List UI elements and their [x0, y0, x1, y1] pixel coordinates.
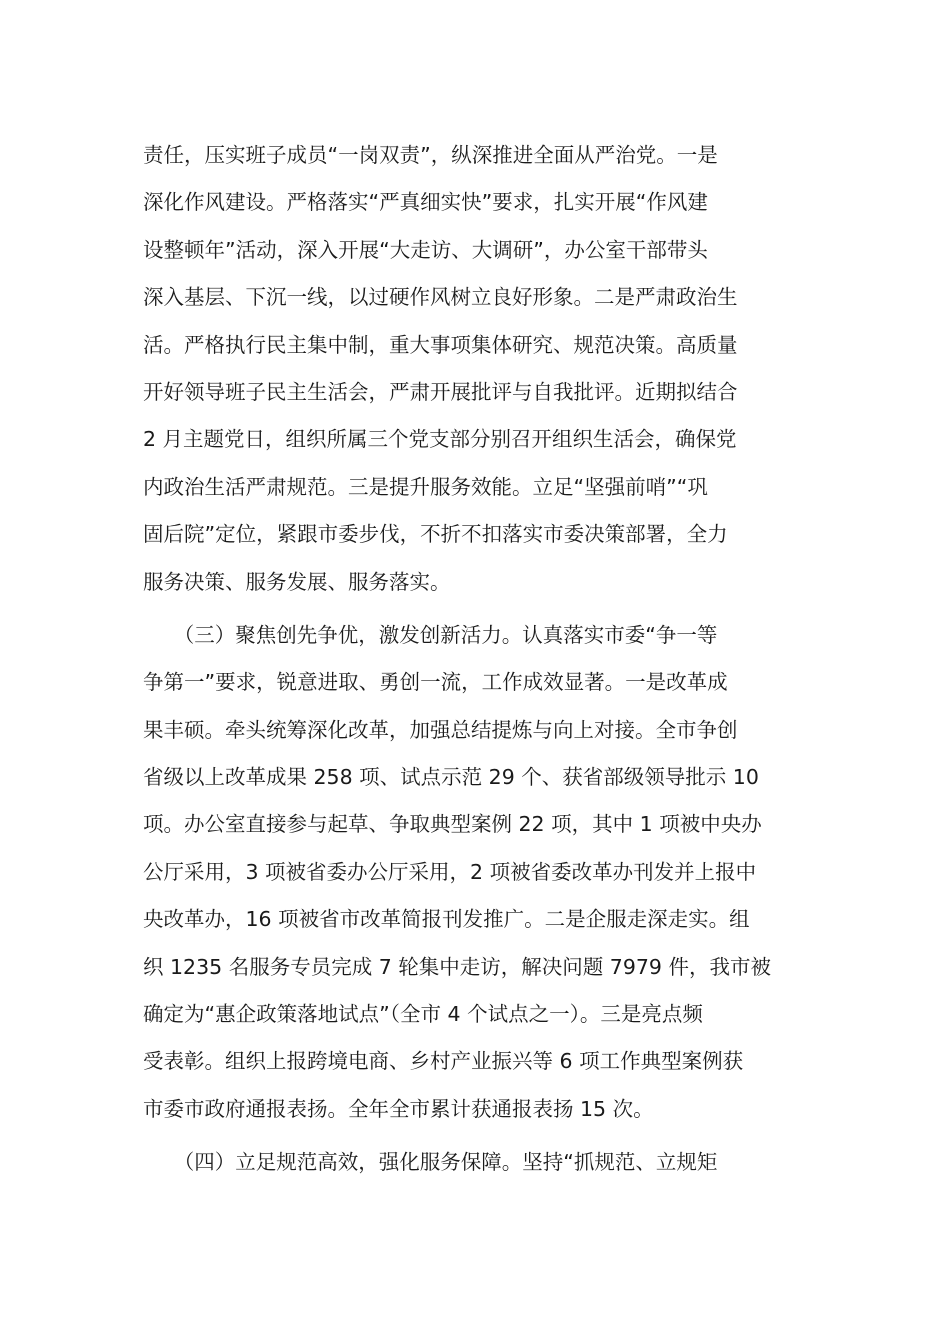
- text-line: 央改革办，16 项被省市改革简报刊发推广。二是企服走深走实。组: [143, 907, 750, 932]
- paragraph: [143, 1139, 813, 1186]
- text-line: 争第一”要求，锐意进取、勇创一流，工作成效显著。一是改革成: [143, 670, 728, 695]
- text-line: 2 月主题党日，组织所属三个党支部分别召开组织生活会，确保党: [143, 427, 737, 452]
- text-line: 省级以上改革成果 258 项、试点示范 29 个、获省部级领导批示 10: [143, 765, 759, 790]
- document-body: [143, 132, 813, 1187]
- text-line: 设整顿年”活动，深入开展“大走访、大调研”，办公室干部带头: [143, 237, 708, 262]
- text-line: 受表彰。组织上报跨境电商、乡村产业振兴等 6 项工作典型案例获: [143, 1049, 744, 1074]
- text-line: 深化作风建设。严格落实“严真细实快”要求，扎实开展“作风建: [143, 190, 708, 215]
- text-line: 市委市政府通报表扬。全年全市累计获通报表扬 15 次。: [143, 1096, 654, 1121]
- text-line: 深入基层、下沉一线，以过硬作风树立良好形象。二是严肃政治生: [143, 285, 738, 310]
- paragraph: [143, 612, 813, 1133]
- text-line: 活。严格执行民主集中制，重大事项集体研究、规范决策。高质量: [143, 332, 738, 357]
- text-line: 责任，压实班子成员“一岗双责”，纵深推进全面从严治党。一是: [143, 143, 718, 167]
- text-line: （三）聚焦创先争优，激发创新活力。认真落实市委“争一等: [143, 622, 718, 647]
- text-line: 服务决策、服务发展、服务落实。: [143, 569, 451, 594]
- text-line: 公厅采用，3 项被省委办公厅采用，2 项被省委改革办刊发并上报中: [143, 859, 757, 884]
- text-line: 内政治生活严肃规范。三是提升服务效能。立足“坚强前哨”“巩: [143, 474, 708, 499]
- text-line: 确定为“惠企政策落地试点”（全市 4 个试点之一）。三是亮点频: [143, 1002, 703, 1027]
- text-line: 固后院”定位，紧跟市委步伐，不折不扣落实市委决策部署，全力: [143, 522, 728, 547]
- text-line: （四）立足规范高效，强化服务保障。坚持“抓规范、立规矩: [143, 1150, 718, 1175]
- paragraph: [143, 132, 813, 606]
- text-line: 果丰硕。牵头统筹深化改革，加强总结提炼与向上对接。全市争创: [143, 717, 738, 742]
- text-line: 项。办公室直接参与起草、争取典型案例 22 项，其中 1 项被中央办: [143, 812, 762, 837]
- text-line: 开好领导班子民主生活会，严肃开展批评与自我批评。近期拟结合: [143, 379, 738, 404]
- text-line: 织 1235 名服务专员完成 7 轮集中走访，解决问题 7979 件，我市被: [143, 954, 771, 979]
